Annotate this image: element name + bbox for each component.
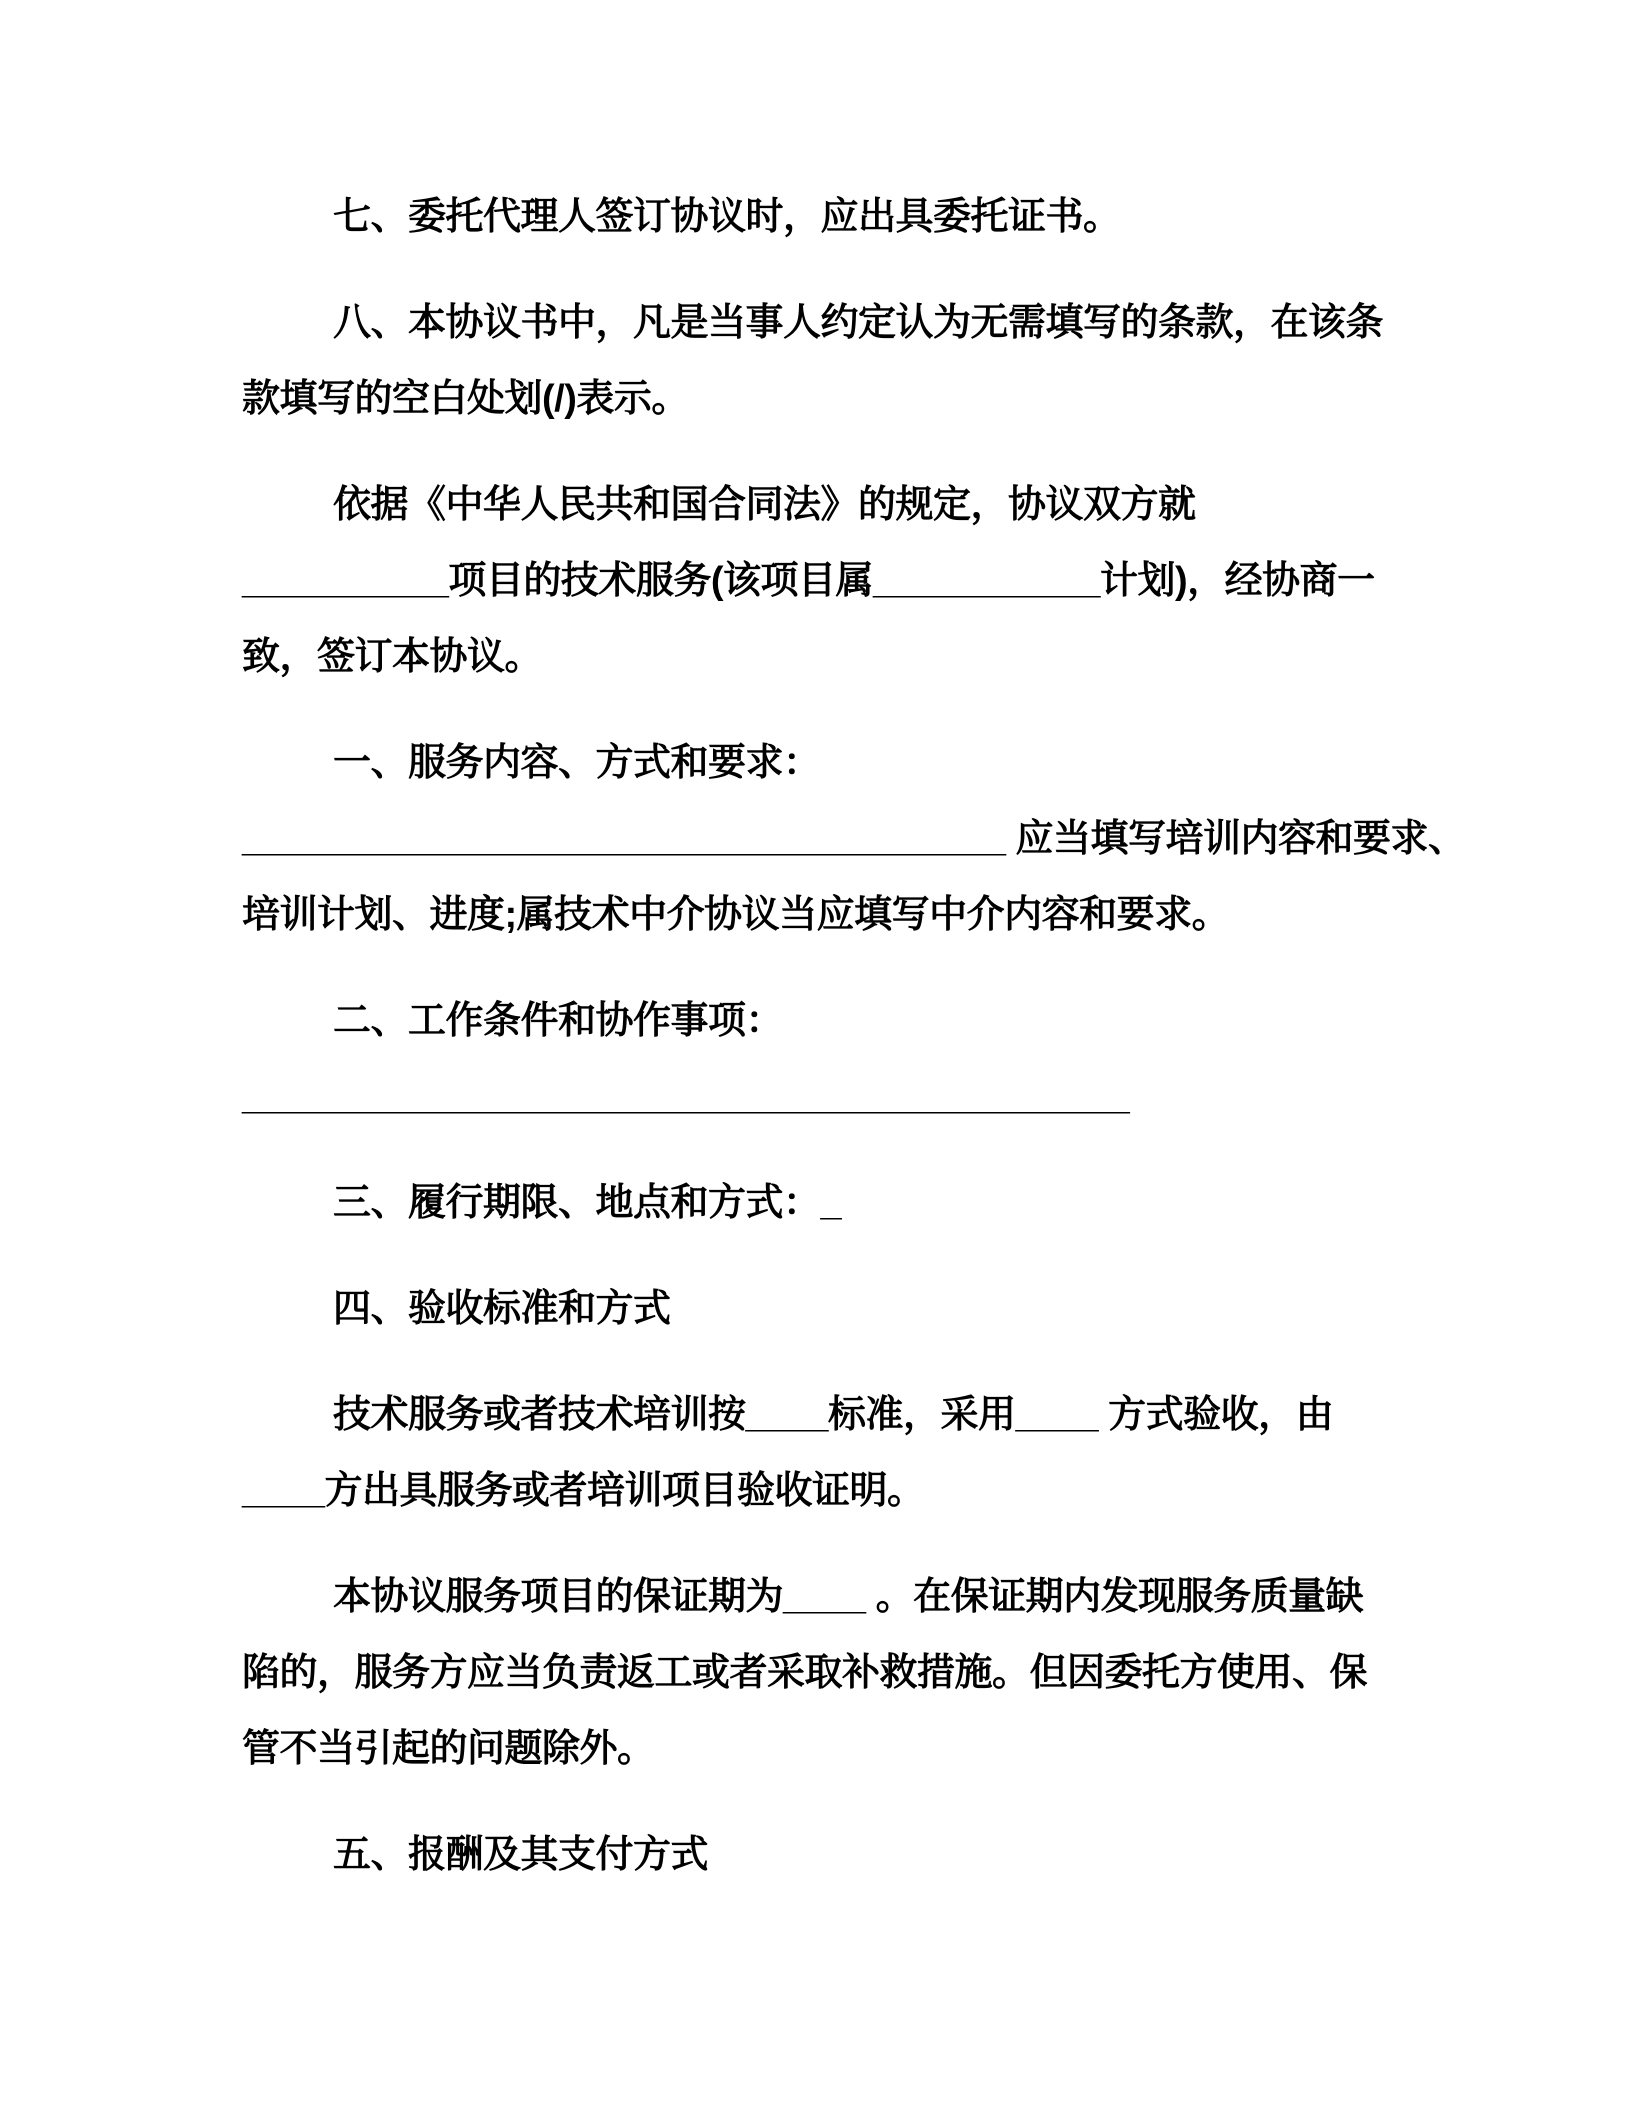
document-line-with-blank: 技术服务或者技术培训按____标准，采用____ 方式验收，由 bbox=[333, 1394, 1334, 1436]
document-line-with-blank: ____方出具服务或者培训项目验收证明。 bbox=[242, 1470, 925, 1512]
paragraph bbox=[242, 983, 1402, 1135]
document-line: 培训计划、进度;属技术中介协议当应填写中介内容和要求。 bbox=[242, 894, 1230, 936]
document-line: 七、委托代理人签订协议时，应出具委托证书。 bbox=[333, 196, 1121, 238]
document-line: 致，签订本协议。 bbox=[242, 636, 543, 678]
document-line: 管不当引起的问题除外。 bbox=[242, 1728, 655, 1770]
document-line: 二、工作条件和协作事项： bbox=[333, 1000, 784, 1042]
document-line-with-blank: __________项目的技术服务(该项目属___________计划)，经协商一 bbox=[242, 560, 1375, 602]
document-line: 八、本协议书中，凡是当事人约定认为无需填写的条款，在该条 bbox=[333, 302, 1384, 344]
document-line: 五、报酬及其支付方式 bbox=[333, 1834, 709, 1876]
paragraph bbox=[242, 725, 1466, 953]
document-line: 一、服务内容、方式和要求： bbox=[333, 742, 821, 784]
paragraph bbox=[242, 285, 1402, 437]
paragraph bbox=[242, 467, 1402, 695]
paragraph bbox=[242, 1377, 1402, 1529]
document-body bbox=[242, 149, 1466, 1893]
paragraph bbox=[242, 1271, 1402, 1347]
paragraph bbox=[242, 1817, 1402, 1893]
document-line-with-blank: _____________________________________ 应当填写培训内容和要求、 bbox=[242, 818, 1466, 860]
document-line-with-blank: 本协议服务项目的保证期为____ 。在保证期内发现服务质量缺 bbox=[333, 1576, 1364, 1618]
document-line: 陷的，服务方应当负责返工或者采取补救措施。但因委托方使用、保 bbox=[242, 1652, 1368, 1694]
blank-fill-line: ___________________________________________ bbox=[242, 1076, 1130, 1118]
paragraph bbox=[242, 1165, 1402, 1241]
paragraph bbox=[242, 1559, 1402, 1787]
document-line: 款填写的空白处划(/)表示。 bbox=[242, 378, 689, 420]
paragraph bbox=[242, 179, 1402, 255]
document-line: 三、履行期限、地点和方式：_ bbox=[333, 1182, 842, 1224]
document-line: 四、验收标准和方式 bbox=[333, 1288, 671, 1330]
document-line: 依据《中华人民共和国合同法》的规定，协议双方就 bbox=[333, 484, 1196, 526]
